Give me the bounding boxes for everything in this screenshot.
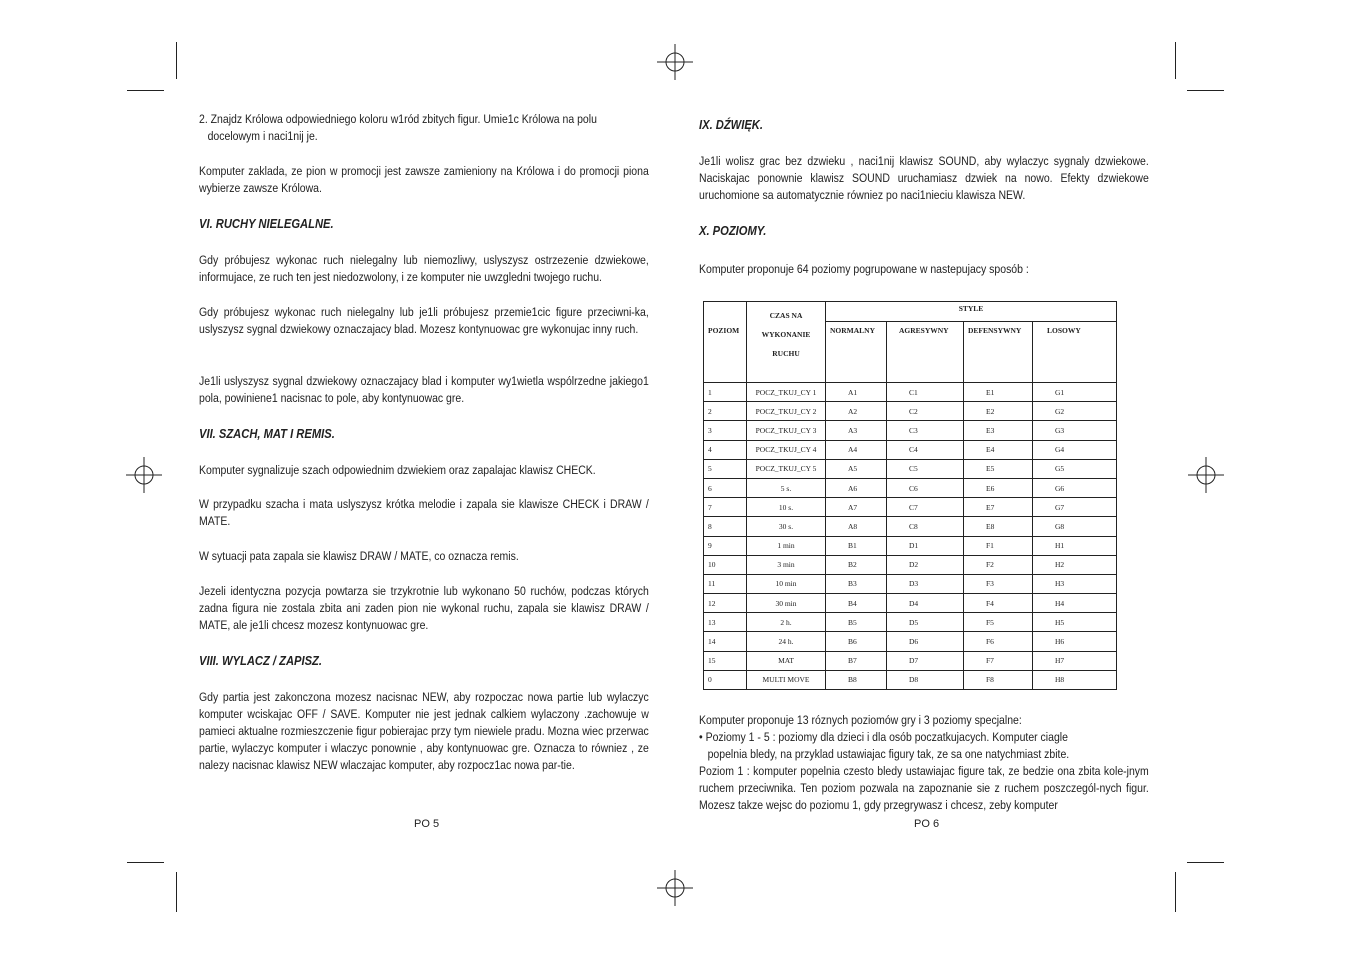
paragraph: Je1li uslyszysz sygnal dzwiekowy oznaczajacy blad i komputer wy1wietla wspólrzedne jakiego1 pola, powiniene1 nacisnac to pole, aby kontynuowac gre. xyxy=(199,374,649,405)
list-item-continuation: docelowym i naci1nij je. xyxy=(207,129,318,143)
table-row xyxy=(704,670,1117,689)
table-cell: G5 xyxy=(1033,459,1117,478)
table-cell: D6 xyxy=(887,632,964,651)
table-cell: POCZ_TKUJ_CY 4 xyxy=(747,440,826,459)
table-row xyxy=(704,632,1117,651)
paragraph: Gdy próbujesz wykonac ruch nielegalny lub niemozliwy, uslyszysz ostrzezenie dzwiekowe, informujace, ze ruch ten jest niedozwolony, i ze komputer nie uwzgledni twojego ruchu. xyxy=(199,253,649,284)
paragraph: Komputer proponuje 64 poziomy pogrupowane w nastepujacy sposób : xyxy=(699,262,1029,276)
table-row xyxy=(704,498,1117,517)
table-cell: B4 xyxy=(826,594,887,613)
table-row xyxy=(704,459,1117,478)
table-cell: 7 xyxy=(704,498,747,517)
table-cell: A6 xyxy=(826,478,887,497)
table-cell: G1 xyxy=(1033,383,1117,402)
table-cell: 6 xyxy=(704,478,747,497)
table-cell: 14 xyxy=(704,632,747,651)
table-cell: C5 xyxy=(887,459,964,478)
paragraph: Gdy partia jest zakonczona mozesz nacisnac NEW, aby rozpoczac nowa partie lub wylaczyc komputer wciskajac OFF / SAVE. Komputer nie jest jednak calkiem wylaczony .zachowuje w pamieci aktualne rozmieszczenie figur pobierajac przy tym niewiele pradu. Mozna wiec przerwac partie, wylaczyc komputer i wlaczyc ponownie , aby kontynuowac gre. Oznacza to równiez , ze nalezy nacisnac klawisz NEW wlaczajac komputer, aby rozpocz1ac nowa par-tie. xyxy=(199,690,649,772)
list-item: 2. Znajdz Królowa odpowiedniego koloru w1ród zbitych figur. Umie1c Królowa na polu xyxy=(199,112,597,126)
table-cell: A7 xyxy=(826,498,887,517)
table-cell: 10 s. xyxy=(747,498,826,517)
registration-mark-icon xyxy=(1188,457,1224,493)
crop-mark xyxy=(1175,872,1176,912)
table-cell: C8 xyxy=(887,517,964,536)
table-cell: B2 xyxy=(826,555,887,574)
paragraph: Poziom 1 : komputer popelnia czesto bledy ustawiajac figure tak, ze bedzie ona zbita kole-jnym ruchem przeciwnika. Ten poziom pozwala na zapoznanie sie z ruchem poszczegól-nych figur. Mozesz takze wejsc do poziomu 1, gdy przegrywasz i chcesz, zeby komputer xyxy=(699,764,1149,812)
table-row xyxy=(704,478,1117,497)
table-cell: F1 xyxy=(964,536,1033,555)
bullet-line-continuation: popelnia bledy, na przyklad ustawiajac figury tak, ze sa one natychmiast zbite. xyxy=(707,747,1070,761)
table-cell: 0 xyxy=(704,670,747,689)
page-number: PO 6 xyxy=(914,818,940,830)
time-header-line: WYKONANIE xyxy=(761,330,811,339)
table-cell: C6 xyxy=(887,478,964,497)
table-cell: C3 xyxy=(887,421,964,440)
table-cell: D8 xyxy=(887,670,964,689)
column-header-normal: NORMALNY xyxy=(826,322,887,383)
paragraph: Gdy próbujesz wykonac ruch nielegalny lub je1li próbujesz przemie1cic figure przeciwni-ka, uslyszysz sygnal dzwiekowy oznaczajacy blad. Mozesz kontynuowac gre wykonujac inny ruch. xyxy=(199,305,649,336)
table-cell: 10 xyxy=(704,555,747,574)
table-cell: C4 xyxy=(887,440,964,459)
table-cell: POCZ_TKUJ_CY 1 xyxy=(747,383,826,402)
table-cell: H6 xyxy=(1033,632,1117,651)
table-cell: F3 xyxy=(964,574,1033,593)
table-cell: B5 xyxy=(826,613,887,632)
table-cell: F5 xyxy=(964,613,1033,632)
table-cell: 9 xyxy=(704,536,747,555)
paragraph: Komputer zaklada, ze pion w promocji jest zawsze zamieniony na Królowa i do promocji piona wybierze zawsze Królowa. xyxy=(199,164,649,195)
section-heading-vi: VI. RUCHY NIELEGALNE. xyxy=(199,216,334,231)
table-row xyxy=(704,594,1117,613)
paragraph: Jezeli identyczna pozycja powtarza sie trzykrotnie lub wykonano 50 ruchów, podczas których zadna figura nie zostala zbita ani zaden pion nie wykonal ruchu, zapala sie klawisz DRAW / MATE, ale je1li chcesz mozesz kontynuowac gre. xyxy=(199,584,649,632)
table-row xyxy=(704,517,1117,536)
paragraph: Komputer proponuje 13 róznych poziomów gry i 3 poziomy specjalne: xyxy=(699,713,1022,727)
paragraph: W sytuacji pata zapala sie klawisz DRAW / MATE, co oznacza remis. xyxy=(199,549,519,563)
table-cell: 4 xyxy=(704,440,747,459)
table-cell: F7 xyxy=(964,651,1033,670)
table-cell: H2 xyxy=(1033,555,1117,574)
table-cell: 2 h. xyxy=(747,613,826,632)
table-cell: H1 xyxy=(1033,536,1117,555)
table-cell: 15 xyxy=(704,651,747,670)
table-cell: A2 xyxy=(826,402,887,421)
table-cell: C1 xyxy=(887,383,964,402)
registration-mark-icon xyxy=(126,457,162,493)
bullet-line: • Poziomy 1 - 5 : poziomy dla dzieci i dla osób poczatkujacych. Komputer ciagle xyxy=(699,730,1068,744)
table-cell: H7 xyxy=(1033,651,1117,670)
table-cell: 5 s. xyxy=(747,478,826,497)
table-cell: E3 xyxy=(964,421,1033,440)
table-cell: D7 xyxy=(887,651,964,670)
table-cell: POCZ_TKUJ_CY 2 xyxy=(747,402,826,421)
table-cell: E8 xyxy=(964,517,1033,536)
table-cell: H3 xyxy=(1033,574,1117,593)
crop-mark xyxy=(127,862,164,863)
table-cell: POCZ_TKUJ_CY 3 xyxy=(747,421,826,440)
table-cell: D3 xyxy=(887,574,964,593)
crop-mark xyxy=(1187,90,1224,91)
table-cell: G8 xyxy=(1033,517,1117,536)
levels-table-body xyxy=(704,383,1117,690)
table-cell: B1 xyxy=(826,536,887,555)
section-heading-x: X. POZIOMY. xyxy=(699,223,767,238)
table-cell: B7 xyxy=(826,651,887,670)
table-cell: D2 xyxy=(887,555,964,574)
crop-mark xyxy=(1175,42,1176,79)
column-header-aggressive: AGRESYWNY xyxy=(887,322,964,383)
crop-mark xyxy=(176,872,177,912)
table-cell: A5 xyxy=(826,459,887,478)
table-cell: G6 xyxy=(1033,478,1117,497)
table-cell: G3 xyxy=(1033,421,1117,440)
section-heading-viii: VIII. WYLACZ / ZAPISZ. xyxy=(199,653,322,668)
table-cell: D4 xyxy=(887,594,964,613)
table-cell: G2 xyxy=(1033,402,1117,421)
table-row xyxy=(704,555,1117,574)
paragraph: W przypadku szacha i mata uslyszysz krótka melodie i zapala sie klawisze CHECK i DRAW / MATE. xyxy=(199,497,649,528)
table-cell: B6 xyxy=(826,632,887,651)
table-row xyxy=(704,383,1117,402)
table-cell: 12 xyxy=(704,594,747,613)
table-row xyxy=(704,536,1117,555)
promotion-item xyxy=(199,111,649,145)
crop-mark xyxy=(176,42,177,79)
table-cell: G4 xyxy=(1033,440,1117,459)
table-row xyxy=(704,421,1117,440)
table-cell: 10 min xyxy=(747,574,826,593)
table-cell: E2 xyxy=(964,402,1033,421)
table-cell: 2 xyxy=(704,402,747,421)
paragraph: Komputer sygnalizuje szach odpowiednim dzwiekiem oraz zapalajac klawisz CHECK. xyxy=(199,463,596,477)
table-cell: 13 xyxy=(704,613,747,632)
time-header-line: RUCHU xyxy=(772,349,800,358)
table-cell: E4 xyxy=(964,440,1033,459)
table-row xyxy=(704,440,1117,459)
table-cell: B3 xyxy=(826,574,887,593)
table-cell: 5 xyxy=(704,459,747,478)
table-cell: 1 xyxy=(704,383,747,402)
table-cell: MAT xyxy=(747,651,826,670)
table-cell: E1 xyxy=(964,383,1033,402)
table-cell: C2 xyxy=(887,402,964,421)
table-cell: A4 xyxy=(826,440,887,459)
table-cell: 3 xyxy=(704,421,747,440)
table-cell: 30 s. xyxy=(747,517,826,536)
table-cell: H5 xyxy=(1033,613,1117,632)
table-cell: 1 min xyxy=(747,536,826,555)
time-header-line: CZAS NA xyxy=(769,311,803,320)
table-cell: H8 xyxy=(1033,670,1117,689)
table-cell: C7 xyxy=(887,498,964,517)
column-header-random: LOSOWY xyxy=(1033,322,1117,383)
table-cell: 30 min xyxy=(747,594,826,613)
table-row xyxy=(704,402,1117,421)
registration-mark-icon xyxy=(657,44,693,80)
column-header-time xyxy=(747,302,826,383)
table-cell: 3 min xyxy=(747,555,826,574)
table-cell: MULTI MOVE xyxy=(747,670,826,689)
table-cell: A8 xyxy=(826,517,887,536)
table-row xyxy=(704,651,1117,670)
paragraph: Je1li wolisz grac bez dzwieku , naci1nij klawisz SOUND, aby wylaczyc sygnaly dzwiekowe. Naciskajac ponownie klawisz SOUND uruchamiasz dzwiek na nowo. Efekty dzwiekowe uruchomione sa automatycznie równiez po naci1nieciu klawisza NEW. xyxy=(699,154,1149,202)
page-number: PO 5 xyxy=(414,818,440,830)
table-cell: 8 xyxy=(704,517,747,536)
table-cell: F4 xyxy=(964,594,1033,613)
column-header-defensive: DEFENSYWNY xyxy=(964,322,1033,383)
table-cell: A3 xyxy=(826,421,887,440)
table-cell: F8 xyxy=(964,670,1033,689)
bullet-item xyxy=(699,729,1149,763)
table-cell: A1 xyxy=(826,383,887,402)
table-cell: E6 xyxy=(964,478,1033,497)
section-heading-ix: IX. DŹWIĘK. xyxy=(699,117,763,132)
levels-table xyxy=(703,301,1117,690)
table-cell: D1 xyxy=(887,536,964,555)
registration-mark-icon xyxy=(657,870,693,906)
table-cell: F2 xyxy=(964,555,1033,574)
table-cell: B8 xyxy=(826,670,887,689)
table-cell: G7 xyxy=(1033,498,1117,517)
table-row xyxy=(704,613,1117,632)
crop-mark xyxy=(127,90,164,91)
table-row xyxy=(704,574,1117,593)
table-cell: H4 xyxy=(1033,594,1117,613)
table-cell: D5 xyxy=(887,613,964,632)
table-cell: 24 h. xyxy=(747,632,826,651)
table-cell: POCZ_TKUJ_CY 5 xyxy=(747,459,826,478)
table-cell: 11 xyxy=(704,574,747,593)
section-heading-vii: VII. SZACH, MAT I REMIS. xyxy=(199,426,335,441)
crop-mark xyxy=(1187,862,1224,863)
table-cell: E5 xyxy=(964,459,1033,478)
table-cell: F6 xyxy=(964,632,1033,651)
column-header-level: POZIOM xyxy=(704,302,747,383)
column-header-style: STYLE xyxy=(826,302,1117,322)
table-cell: E7 xyxy=(964,498,1033,517)
